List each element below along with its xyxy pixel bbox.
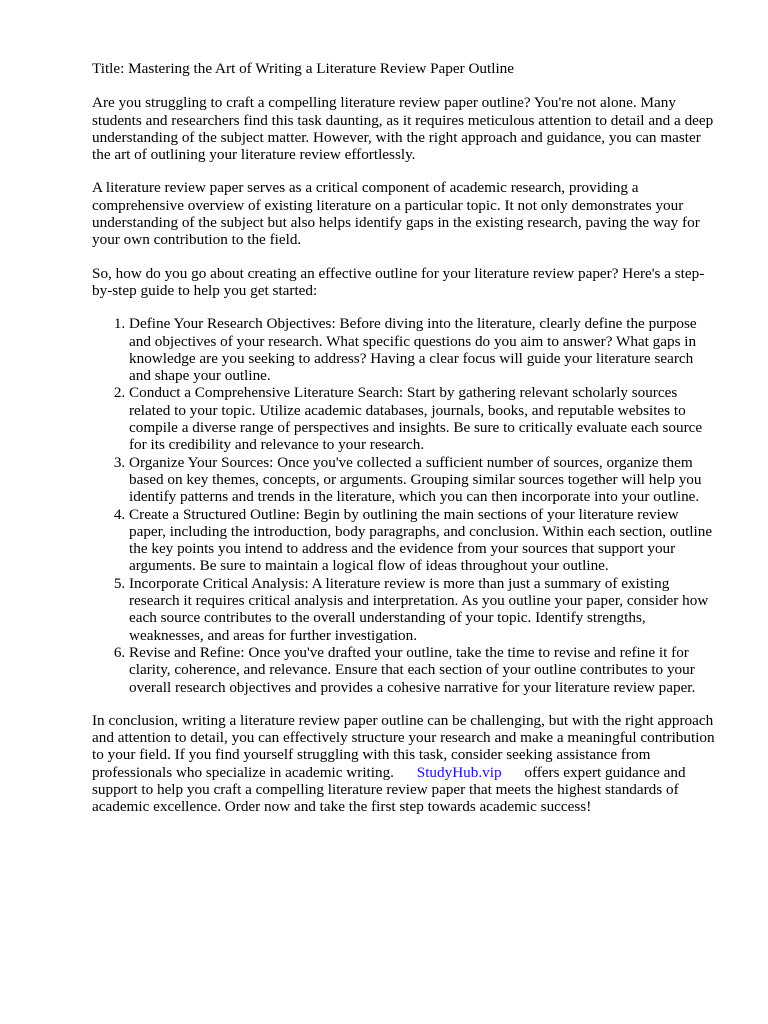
list-item: 6. Revise and Refine: Once you've drafted your outline, take the time to revise and refine it for clarity, coherence, and relevance. Ensure that each section of your outline contributes to your overall research objectives and provides a cohesive narrative for your literature review paper. [129, 644, 716, 696]
overview-paragraph: A literature review paper serves as a critical component of academic research, providing a comprehensive overview of existing literature on a particular topic. It not only demonstrates your understanding of the subject but also helps identify gaps in the existing research, paving the way for your own contribution to the field. [92, 179, 700, 249]
steps-list [92, 315, 716, 696]
list-item: 2. Conduct a Comprehensive Literature Search: Start by gathering relevant scholarly sources related to your topic. Utilize academic databases, journals, books, and reputable websites to compile a diverse range of perspectives and insights. Be sure to critically evaluate each source for its credibility and relevance to your research. [129, 384, 716, 453]
list-item: 3. Organize Your Sources: Once you've collected a sufficient number of sources, organize them based on key themes, concepts, or arguments. Grouping similar sources together will help you identify patterns and trends in the literature, which you can then incorporate into your outline. [129, 454, 716, 506]
conclusion-text-after-link: offers expert guidance and support to help you craft a compelling literature review paper that meets the highest standards of academic excellence. Order now and take the first step towards academic success! [92, 763, 686, 816]
conclusion-paragraph [92, 712, 716, 816]
guide-intro-paragraph: So, how do you go about creating an effective outline for your literature review paper? Here's a step-by-step guide to help you get started: [92, 264, 705, 299]
list-item: 5. Incorporate Critical Analysis: A literature review is more than just a summary of existing research it requires critical analysis and interpretation. As you outline your paper, consider how each source contributes to the overall understanding of your topic. Identify strengths, weaknesses, and areas for further investigation. [129, 575, 716, 644]
list-item: 4. Create a Structured Outline: Begin by outlining the main sections of your literature review paper, including the introduction, body paragraphs, and conclusion. Within each section, outline the key points you intend to address and the evidence from your sources that support your arguments. Be sure to maintain a logical flow of ideas throughout your outline. [129, 506, 716, 575]
document-title: Title: Mastering the Art of Writing a Literature Review Paper Outline [92, 60, 515, 77]
conclusion-text-before-link: In conclusion, writing a literature review paper outline can be challenging, but with the right approach and attention to detail, you can effectively structure your research and make a meaningful contribution to your field. If you find yourself struggling with this task, consider seeking assistance from professionals who specialize in academic writing. [92, 711, 715, 781]
studyhub-link[interactable]: StudyHub.vip [416, 763, 502, 781]
intro-paragraph: Are you struggling to craft a compelling literature review paper outline? You're not alone. Many students and researchers find this task daunting, as it requires meticulous attention to detail and a deep understanding of the subject matter. However, with the right approach and guidance, you can master the art of outlining your literature review effortlessly. [92, 94, 714, 164]
list-item: 1. Define Your Research Objectives: Before diving into the literature, clearly define the purpose and objectives of your research. What specific questions do you aim to answer? What gaps in knowledge are you seeking to address? Having a clear focus will guide your literature search and shape your outline. [129, 315, 716, 384]
